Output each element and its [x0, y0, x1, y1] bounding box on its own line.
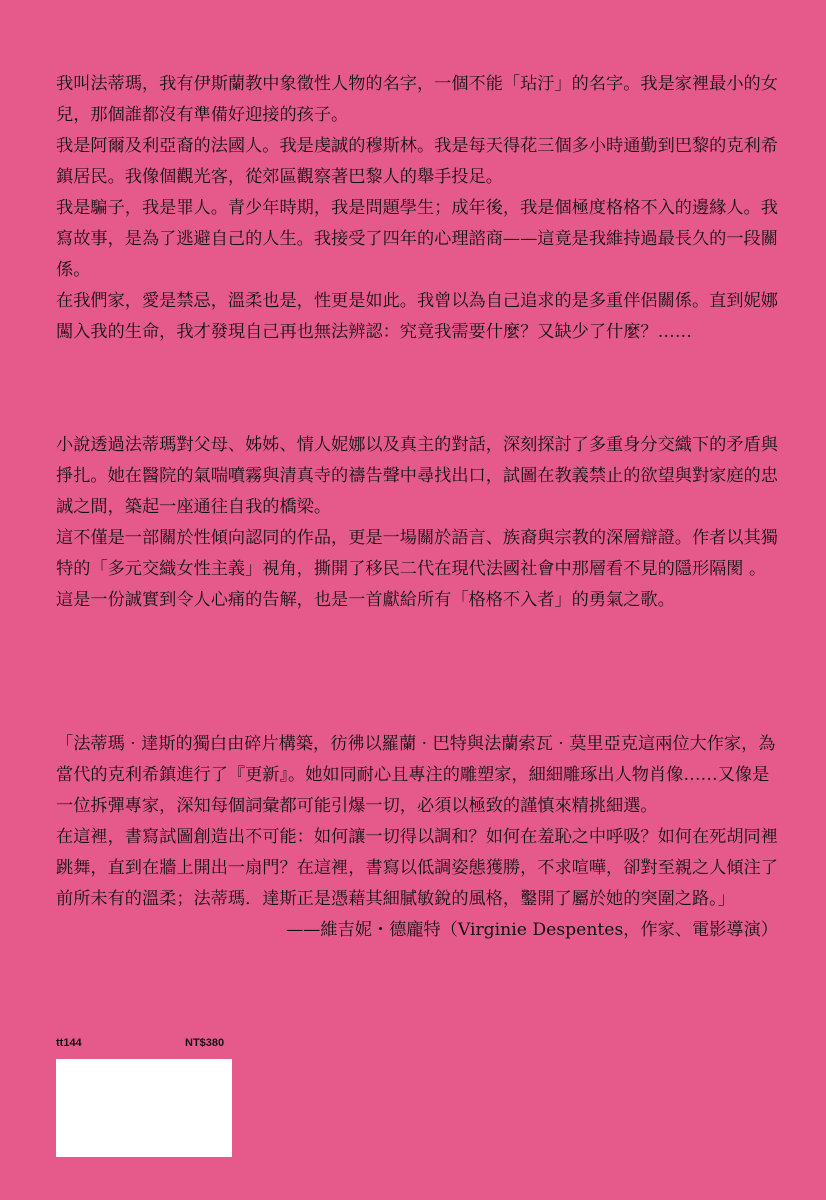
quote-paragraph: 「法蒂瑪 · 達斯的獨白由碎片構築，彷彿以羅蘭 · 巴特與法蘭索瓦 · 莫里亞克這兩位大作家，為當代的克利希鎮進行了『更新』。她如同耐心且專注的雕塑家，細細雕琢出人物肖像……又像是一位拆彈專家，深知每個詞彙都可能引爆一切，必須以極致的謹慎來精挑細選。 — [56, 734, 776, 816]
book-code: tt144 — [56, 1037, 82, 1049]
synopsis-section — [56, 430, 778, 616]
intro-paragraph: 我是阿爾及利亞裔的法國人。我是虔誠的穆斯林。我是每天得花三個多小時通勤到巴黎的克利希鎮居民。我像個觀光客，從郊區觀察著巴黎人的舉手投足。 — [56, 136, 778, 187]
synopsis-paragraph: 這是一份誠實到令人心痛的告解，也是一首獻給所有「格格不入者」的勇氣之歌。 — [56, 590, 675, 610]
synopsis-paragraph: 這不僅是一部關於性傾向認同的作品，更是一場關於語言、族裔與宗教的深層辯證。作者以其獨特的「多元交織女性主義」視角，撕開了移民二代在現代法國社會中那層看不見的隱形隔閡 。 — [56, 528, 778, 579]
quote-paragraph: 在這裡，書寫試圖創造出不可能：如何讓一切得以調和？如何在羞恥之中呼吸？如何在死胡同裡跳舞，直到在牆上開出一扇門？在這裡，書寫以低調姿態獲勝，不求喧嘩，卻對至親之人傾注了前所未有的溫柔；法蒂瑪．達斯正是憑藉其細膩敏銳的風格，鑿開了屬於她的突圍之路。」 — [56, 827, 778, 909]
intro-paragraph: 我叫法蒂瑪，我有伊斯蘭教中象徵性人物的名字，一個不能「玷汙」的名字。我是家裡最小的女兒，那個誰都沒有準備好迎接的孩子。 — [56, 74, 778, 125]
synopsis-paragraph: 小說透過法蒂瑪對父母、姊姊、情人妮娜以及真主的對話，深刻探討了多重身分交織下的矛盾與掙扎。她在醫院的氣喘噴霧與清真寺的禱告聲中尋找出口，試圖在教義禁止的欲望與對家庭的忠誠之間，築起一座通往自我的橋梁。 — [56, 435, 778, 517]
quote-section — [56, 729, 778, 946]
intro-paragraph: 在我們家，愛是禁忌，溫柔也是，性更是如此。我曾以為自己追求的是多重伴侶關係。直到妮娜闖入我的生命，我才發現自己再也無法辨認：究竟我需要什麼？又缺少了什麼？…… — [56, 291, 778, 342]
intro-paragraph: 我是騙子，我是罪人。青少年時期，我是問題學生；成年後，我是個極度格格不入的邊緣人。我寫故事，是為了逃避自己的人生。我接受了四年的心理諮商——這竟是我維持過最長久的一段關係。 — [56, 198, 778, 280]
intro-section — [56, 69, 778, 348]
quote-attribution: ——維吉妮・德龐特（Virginie Despentes，作家、電影導演） — [285, 920, 778, 940]
barcode-placeholder — [56, 1059, 232, 1157]
book-price: NT$380 — [185, 1037, 225, 1049]
